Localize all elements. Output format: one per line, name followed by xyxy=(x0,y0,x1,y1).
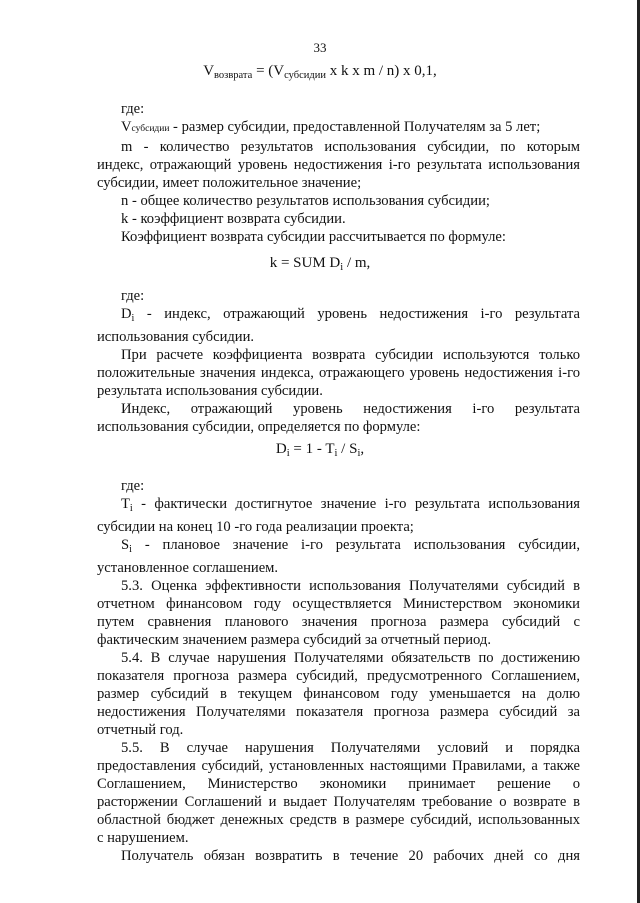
p55-line1: 5.5. В случае нарушения Получателями условий и порядка xyxy=(121,740,580,756)
where-label-2: где: xyxy=(121,288,145,304)
def-s-symbol: S xyxy=(121,537,130,553)
p54-line4: недостижения Получателями показателя прогноза размера субсидий за xyxy=(97,704,580,720)
formula-d-d: , xyxy=(360,441,365,457)
formula-k-b: / m, xyxy=(343,255,371,271)
def-m-line3: субсидии, имеет положительное значение; xyxy=(97,175,362,191)
def-m-line1: m - количество результатов использования субсидии, по которым xyxy=(121,139,580,155)
p54-line2: показателя прогноза размера субсидий, предусмотренного Соглашением, xyxy=(97,668,580,684)
formula-rest: x k x m / n) x 0,1, xyxy=(325,63,437,79)
formula-d xyxy=(0,441,640,459)
page-number: 33 xyxy=(313,40,327,55)
def-t-sub: i xyxy=(129,503,133,514)
formula-v-sub: возврата xyxy=(214,70,253,81)
def-v-sub: субсидии xyxy=(131,124,170,134)
def-v-text: - размер субсидии, предоставленной Получателям за 5 лет; xyxy=(169,119,541,135)
def-k: k - коэффициент возврата субсидии. xyxy=(121,211,346,227)
p54-line1: 5.4. В случае нарушения Получателями обязательств по достижению xyxy=(121,650,580,666)
p55-line6: с нарушением. xyxy=(97,830,189,846)
formula-refund-amount xyxy=(0,63,640,81)
definitions-block-2 xyxy=(97,287,580,436)
def-d-line2: использования субсидии. xyxy=(97,329,255,345)
formula-d-s2: i xyxy=(334,448,338,459)
formula-d-c: / S xyxy=(337,441,358,457)
p-calc-line1: При расчете коэффициента возврата субсидии используются только xyxy=(121,347,580,363)
where-label-3: где: xyxy=(121,478,145,494)
definitions-block-1 xyxy=(97,100,580,246)
formula-k-sub: i xyxy=(340,262,344,273)
p53-line2: отчетном финансовом году осуществляется Министерством экономики xyxy=(97,596,580,612)
def-d-symbol: D xyxy=(121,306,132,322)
def-d-text: - индекс, отражающий уровень недостижения i-го результата xyxy=(134,306,580,322)
formula-d-b: = 1 - T xyxy=(289,441,335,457)
formula-d-a: D xyxy=(275,441,287,457)
def-m-line2: индекс, отражающий уровень недостижения i-го результата использования xyxy=(97,157,580,173)
def-d-sub: i xyxy=(131,313,135,324)
def-s-text: - плановое значение i-го результата использования субсидии, xyxy=(131,537,580,553)
def-t-line2: субсидии на конец 10 -го года реализации проекта; xyxy=(97,519,414,535)
formula-k-a: k = SUM D xyxy=(269,255,341,271)
formula-k xyxy=(0,255,640,273)
p55-line4: расторжении Соглашений и выдает Получателям требование о возврате в xyxy=(97,794,580,810)
p-calc-line3: результата использования субсидии. xyxy=(97,383,323,399)
definitions-block-3 xyxy=(97,477,580,865)
def-n: n - общее количество результатов использования субсидии; xyxy=(121,193,490,209)
formula-v: V xyxy=(203,63,215,79)
p55-line2: предоставления субсидий, установленных настоящими Правилами, а также xyxy=(97,758,580,774)
def-d-line1 xyxy=(121,305,580,328)
p55-line3: Соглашением, Министерство экономики принимает решение о xyxy=(97,776,580,792)
p53-line1: 5.3. Оценка эффективности использования Получателями субсидий в xyxy=(121,578,580,594)
k-intro: Коэффициент возврата субсидии рассчитывается по формуле: xyxy=(121,229,506,245)
def-t-text: - фактически достигнутое значение i-го результата использования xyxy=(132,496,580,512)
def-t-line1 xyxy=(121,495,580,518)
def-s-sub: i xyxy=(129,544,132,555)
def-v-symbol: V xyxy=(121,119,132,135)
p-index-line2: использования субсидии, определяется по формуле: xyxy=(97,419,421,435)
p55-line5: областной бюджет денежных средств в размере субсидий, использованных xyxy=(97,812,580,828)
def-t-symbol: T xyxy=(121,496,130,512)
formula-subsidy-sub: субсидии xyxy=(284,70,326,81)
p-calc-line2: положительные значения индекса, отражающего уровень недостижения i-го xyxy=(97,365,580,381)
def-s-line2: установленное соглашением. xyxy=(97,560,279,576)
p53-line3: путем сравнения планового значения прогноза размера субсидий с xyxy=(97,614,580,630)
p54-line5: отчетный год. xyxy=(97,722,184,738)
def-v-subsidy xyxy=(121,118,580,138)
def-s-line1 xyxy=(121,536,580,559)
formula-eq: = (V xyxy=(252,63,285,79)
formula-d-s3: i xyxy=(357,448,361,459)
p53-line4: фактическим значением размера субсидий за отчетный период. xyxy=(97,632,491,648)
p-index-line1: Индекс, отражающий уровень недостижения i-го результата xyxy=(121,401,580,417)
formula-d-s1: i xyxy=(286,448,290,459)
where-label: где: xyxy=(121,101,145,117)
p54-line3: размер субсидий в текущем финансовом году уменьшается на долю xyxy=(97,686,580,702)
p-last-line1: Получатель обязан возвратить в течение 20 рабочих дней со дня xyxy=(121,848,580,864)
